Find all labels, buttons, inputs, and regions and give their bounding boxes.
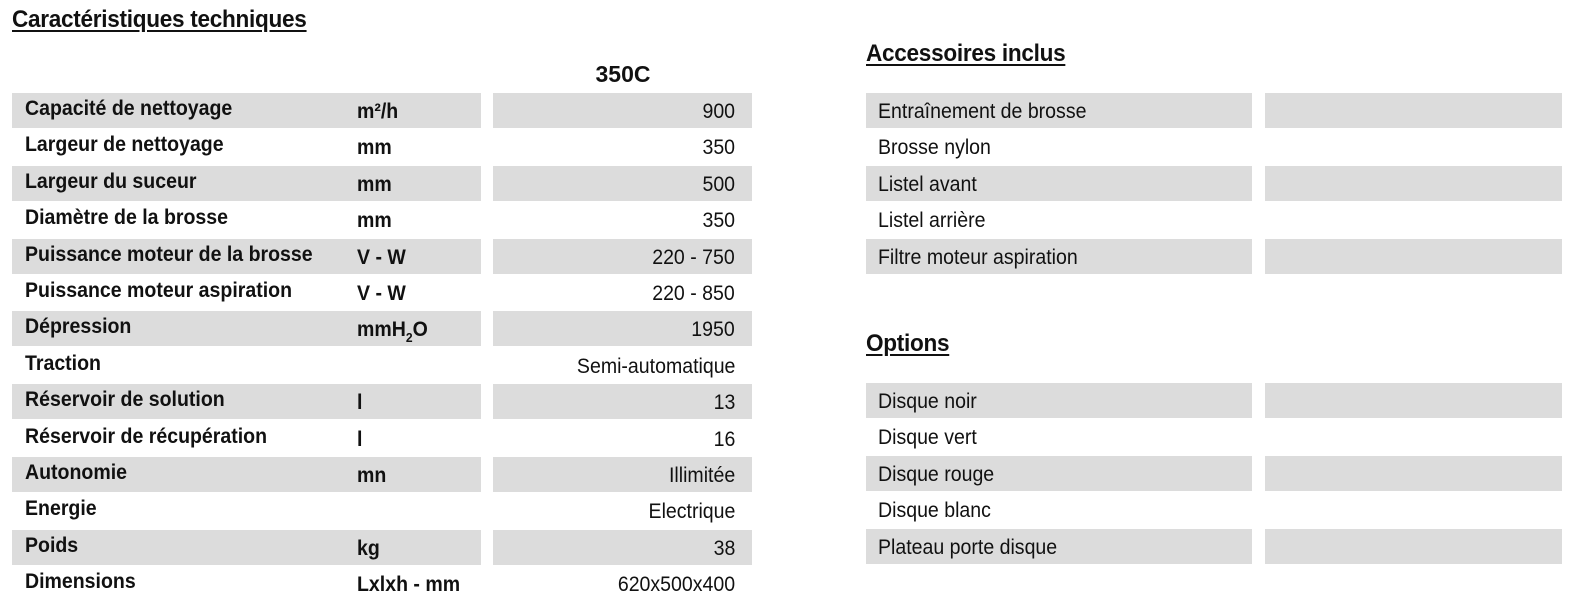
- accessories-value-cell: [1265, 129, 1562, 164]
- spec-value: Semi-automatique: [576, 354, 735, 378]
- options-label-cell: [866, 383, 1252, 418]
- spec-value-cell: [493, 239, 752, 274]
- options-item: Plateau porte disque: [878, 535, 1058, 559]
- accessories-label-cell: [866, 129, 1252, 164]
- spec-unit: [357, 209, 392, 233]
- options-label-cell: [866, 456, 1252, 491]
- options-item: Disque blanc: [878, 499, 991, 523]
- spec-label: Diamètre de la brosse: [25, 206, 228, 230]
- options-label-cell: [866, 419, 1252, 454]
- options-value-cell: [1265, 456, 1562, 491]
- accessories-value-cell: [1265, 202, 1562, 237]
- spec-value: 620x500x400: [617, 573, 735, 597]
- spec-label-cell: [12, 421, 481, 456]
- spec-unit: [357, 100, 398, 124]
- options-item: Disque vert: [878, 426, 977, 450]
- spec-label: Puissance moteur aspiration: [25, 278, 292, 302]
- spec-unit-text: Lxlxh - mm: [357, 573, 461, 597]
- options-label-cell: [866, 529, 1252, 564]
- spec-value-cell: [493, 421, 752, 456]
- accessories-item: Entraînement de brosse: [878, 100, 1087, 123]
- spec-unit-text: mm: [357, 172, 392, 196]
- spec-unit: [357, 464, 386, 488]
- spec-label-cell: [12, 202, 481, 237]
- accessories-value-cell: [1265, 239, 1562, 274]
- accessories-item: Filtre moteur aspiration: [878, 245, 1078, 269]
- spec-unit-text: kg: [357, 536, 380, 560]
- options-value-cell: [1265, 383, 1562, 418]
- spec-value: 220 - 850: [652, 281, 735, 305]
- spec-value-cell: [493, 348, 752, 383]
- spec-value-cell: [493, 202, 752, 237]
- spec-unit-suffix: O: [412, 318, 428, 342]
- accessories-value-cell: [1265, 93, 1562, 128]
- spec-unit-subscript: 2: [405, 330, 413, 346]
- accessories-item: Brosse nylon: [878, 136, 991, 160]
- spec-label-cell: [12, 457, 481, 492]
- spec-value-cell: [493, 566, 752, 601]
- spec-label: Largeur du suceur: [25, 169, 197, 193]
- spec-value-cell: [493, 311, 752, 346]
- spec-label-cell: [12, 493, 481, 528]
- spec-value: 350: [702, 209, 735, 233]
- spec-unit-text: mm: [357, 136, 392, 160]
- spec-value-cell: [493, 129, 752, 164]
- spec-label-cell: [12, 93, 481, 128]
- spec-unit: [357, 282, 406, 306]
- accessories-item: Listel arrière: [878, 209, 986, 233]
- spec-unit: [357, 537, 380, 561]
- spec-value: 13: [713, 391, 735, 415]
- spec-label: Puissance moteur de la brosse: [25, 242, 313, 266]
- spec-value: 16: [713, 427, 735, 451]
- spec-label: Réservoir de solution: [25, 388, 225, 412]
- spec-unit: [357, 246, 406, 270]
- spec-value: 1950: [691, 318, 735, 342]
- spec-value: Illimitée: [668, 463, 735, 487]
- options-item: Disque rouge: [878, 462, 995, 486]
- options-value-cell: [1265, 529, 1562, 564]
- spec-value-cell: [493, 384, 752, 419]
- spec-label: Réservoir de récupération: [25, 424, 268, 448]
- options-value-cell: [1265, 419, 1562, 454]
- accessories-label-cell: [866, 202, 1252, 237]
- spec-label-cell: [12, 239, 481, 274]
- spec-label: Autonomie: [25, 460, 127, 484]
- spec-label-cell: [12, 166, 481, 201]
- accessories-item: Listel avant: [878, 172, 977, 196]
- accessories-heading: Accessoires inclus: [866, 40, 1066, 67]
- spec-unit: [357, 318, 428, 346]
- spec-label-cell: [12, 566, 481, 601]
- spec-label: Dépression: [25, 315, 132, 339]
- options-heading: Options: [866, 330, 950, 357]
- spec-label: Dimensions: [25, 570, 136, 594]
- spec-unit-text: V - W: [357, 245, 406, 269]
- spec-value: 38: [713, 536, 735, 560]
- spec-label: Largeur de nettoyage: [25, 133, 224, 157]
- spec-label-cell: [12, 530, 481, 565]
- spec-unit-text: mn: [357, 463, 387, 487]
- spec-label-cell: [12, 348, 481, 383]
- spec-value-cell: [493, 166, 752, 201]
- spec-unit-text: m²/h: [357, 100, 399, 123]
- spec-unit-text: mmH: [357, 318, 406, 342]
- spec-unit-text: l: [357, 427, 363, 451]
- spec-unit-text: V - W: [357, 281, 406, 305]
- spec-value: 220 - 750: [652, 245, 735, 269]
- accessories-label-cell: [866, 166, 1252, 201]
- spec-label-cell: [12, 384, 481, 419]
- spec-value-cell: [493, 457, 752, 492]
- spec-label-cell: [12, 275, 481, 310]
- accessories-label-cell: [866, 93, 1252, 128]
- spec-unit: [357, 391, 362, 415]
- options-value-cell: [1265, 492, 1562, 527]
- spec-value-cell: [493, 493, 752, 528]
- options-item: Disque noir: [878, 390, 977, 413]
- spec-value: 500: [702, 172, 735, 196]
- spec-value: 350: [702, 136, 735, 160]
- accessories-value-cell: [1265, 166, 1562, 201]
- options-label-cell: [866, 492, 1252, 527]
- spec-value-cell: [493, 275, 752, 310]
- spec-unit: [357, 136, 392, 160]
- spec-value-cell: [493, 93, 752, 128]
- spec-unit-text: l: [357, 391, 363, 415]
- spec-label: Poids: [25, 533, 79, 557]
- spec-unit-text: mm: [357, 209, 392, 233]
- spec-value: Electrique: [648, 500, 735, 524]
- spec-label-cell: [12, 311, 481, 346]
- spec-value: 900: [702, 100, 735, 123]
- model-name: 350C: [595, 61, 651, 87]
- spec-unit: [357, 173, 392, 197]
- accessories-label-cell: [866, 239, 1252, 274]
- spec-label: Traction: [25, 351, 101, 375]
- spec-value-cell: [493, 530, 752, 565]
- specs-heading: Caractéristiques techniques: [12, 6, 307, 33]
- spec-unit: [357, 573, 460, 597]
- spec-label: Energie: [25, 497, 97, 521]
- spec-unit: [357, 428, 362, 452]
- spec-label: Capacité de nettoyage: [25, 97, 233, 120]
- spec-label-cell: [12, 129, 481, 164]
